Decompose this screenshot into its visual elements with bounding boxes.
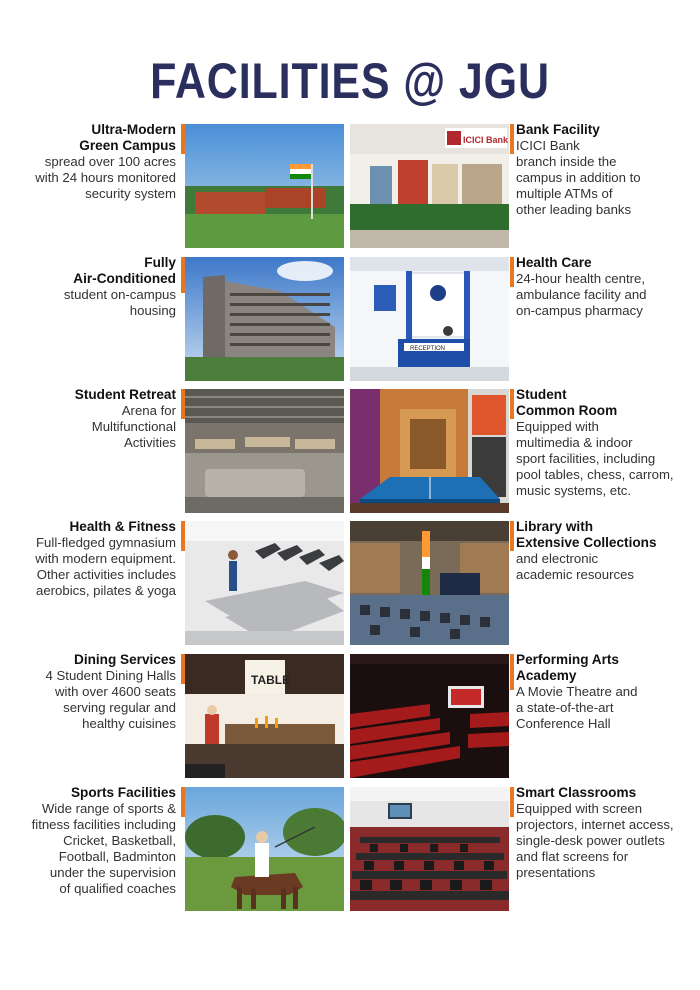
title-line: Sports Facilities xyxy=(70,785,176,800)
title-line: Health & Fitness xyxy=(69,519,176,534)
dining-photo xyxy=(185,654,344,778)
facility-row-dining-arts xyxy=(0,654,700,778)
desc-line: Equipped with screen xyxy=(516,801,643,816)
dining-text xyxy=(6,652,176,732)
bank-facility-title xyxy=(516,122,696,138)
desc-line: spread over 100 acres xyxy=(44,154,176,169)
smart-classrooms-text xyxy=(516,785,696,881)
library-photo xyxy=(350,521,509,645)
gym-photo xyxy=(185,521,344,645)
accent-bar xyxy=(510,521,514,551)
desc-line: Conference Hall xyxy=(516,716,611,731)
desc-line: and flat screens for xyxy=(516,849,629,864)
common-room-text xyxy=(516,387,696,499)
title-line: Fully xyxy=(144,255,176,270)
student-retreat-photo xyxy=(185,389,344,513)
desc-line: music systems, etc. xyxy=(516,483,632,498)
desc-line: multiple ATMs of xyxy=(516,186,613,201)
sports-text xyxy=(6,785,176,897)
title-line: Student Retreat xyxy=(74,387,176,402)
health-care-title xyxy=(516,255,696,271)
housing-text xyxy=(6,255,176,319)
library-title xyxy=(516,519,696,551)
desc-line: Cricket, Basketball, xyxy=(63,833,176,848)
title-line: Student xyxy=(516,387,567,402)
desc-line: multimedia & indoor xyxy=(516,435,633,450)
facility-row-sports-classrooms xyxy=(0,787,700,911)
desc-line: with over 4600 seats xyxy=(55,684,176,699)
title-line: Dining Services xyxy=(74,652,176,667)
fitness-text xyxy=(6,519,176,599)
bank-facility-text xyxy=(516,122,696,218)
desc-line: presentations xyxy=(516,865,596,880)
sports-title xyxy=(6,785,176,801)
performing-arts-title xyxy=(516,652,696,684)
common-room-title xyxy=(516,387,696,419)
facility-row-fitness-library xyxy=(0,521,700,645)
title-line: Academy xyxy=(516,668,577,683)
desc-line: ICICI Bank xyxy=(516,138,580,153)
desc-line: Activities xyxy=(123,435,176,450)
title-line: Green Campus xyxy=(79,138,176,153)
page-title: FACILITIES @ JGU xyxy=(150,53,550,109)
health-care-photo xyxy=(350,257,509,381)
table-sign-text: TABLE xyxy=(251,673,291,687)
green-campus-title xyxy=(6,122,176,154)
accent-bar xyxy=(510,124,514,154)
desc-line: 4 Student Dining Halls xyxy=(45,668,176,683)
reception-sign-text: RECEPTION xyxy=(410,346,446,352)
facility-row-housing-health xyxy=(0,257,700,381)
title-line: Extensive Collections xyxy=(516,535,657,550)
title-line: Smart Classrooms xyxy=(516,785,637,800)
title-line: Health Care xyxy=(516,255,592,270)
health-care-text xyxy=(516,255,696,319)
student-retreat-title xyxy=(6,387,176,403)
bank-photo xyxy=(350,124,509,248)
desc-line: under the supervision xyxy=(49,865,176,880)
accent-bar xyxy=(510,654,514,690)
facility-row-retreat-commonroom xyxy=(0,389,700,513)
title-line: Common Room xyxy=(516,403,618,418)
desc-line: with 24 hours monitored xyxy=(35,170,176,185)
desc-line: Multifunctional xyxy=(91,419,176,434)
desc-line: on-campus pharmacy xyxy=(516,303,643,318)
desc-line: fitness facilities including xyxy=(31,817,176,832)
desc-line: Equipped with xyxy=(516,419,599,434)
title-line: Performing Arts xyxy=(516,652,619,667)
desc-line: campus in addition to xyxy=(516,170,641,185)
library-text xyxy=(516,519,696,583)
desc-line: pool tables, chess, carrom, xyxy=(516,467,674,482)
common-room-photo xyxy=(350,389,509,513)
desc-line: Other activities includes xyxy=(36,567,176,582)
desc-line: single-desk power outlets xyxy=(516,833,665,848)
green-campus-photo xyxy=(185,124,344,248)
performing-arts-text xyxy=(516,652,696,732)
smart-classrooms-title xyxy=(516,785,696,801)
accent-bar xyxy=(510,257,514,287)
sports-photo xyxy=(185,787,344,911)
desc-line: Wide range of sports & xyxy=(41,801,176,816)
desc-line: a state-of-the-art xyxy=(516,700,614,715)
accent-bar xyxy=(510,389,514,419)
desc-line: A Movie Theatre and xyxy=(516,684,638,699)
dining-title xyxy=(6,652,176,668)
desc-line: housing xyxy=(129,303,176,318)
title-line: Ultra-Modern xyxy=(91,122,176,137)
housing-title xyxy=(6,255,176,287)
facility-row-campus-bank xyxy=(0,124,700,248)
desc-line: academic resources xyxy=(516,567,635,582)
desc-line: Full-fledged gymnasium xyxy=(36,535,176,550)
desc-line: other leading banks xyxy=(516,202,632,217)
title-line: Air-Conditioned xyxy=(73,271,176,286)
desc-line: sport facilities, including xyxy=(516,451,656,466)
desc-line: 24-hour health centre, xyxy=(516,271,646,286)
green-campus-text xyxy=(6,122,176,202)
bank-sign-text: ICICI Bank xyxy=(463,135,509,145)
fitness-title xyxy=(6,519,176,535)
desc-line: aerobics, pilates & yoga xyxy=(35,583,176,598)
desc-line: projectors, internet access, xyxy=(516,817,674,832)
desc-line: Arena for xyxy=(121,403,176,418)
desc-line: serving regular and xyxy=(63,700,176,715)
desc-line: Football, Badminton xyxy=(58,849,176,864)
desc-line: with modern equipment. xyxy=(35,551,176,566)
title-line: Bank Facility xyxy=(516,122,600,137)
desc-line: healthy cuisines xyxy=(82,716,176,731)
title-line: Library with xyxy=(516,519,594,534)
desc-line: ambulance facility and xyxy=(516,287,647,302)
housing-photo xyxy=(185,257,344,381)
desc-line: and electronic xyxy=(516,551,599,566)
accent-bar xyxy=(510,787,514,817)
student-retreat-text xyxy=(6,387,176,451)
desc-line: of qualified coaches xyxy=(59,881,176,896)
classroom-photo xyxy=(350,787,509,911)
theatre-photo xyxy=(350,654,509,778)
desc-line: branch inside the xyxy=(516,154,617,169)
desc-line: security system xyxy=(85,186,176,201)
desc-line: student on-campus xyxy=(63,287,176,302)
